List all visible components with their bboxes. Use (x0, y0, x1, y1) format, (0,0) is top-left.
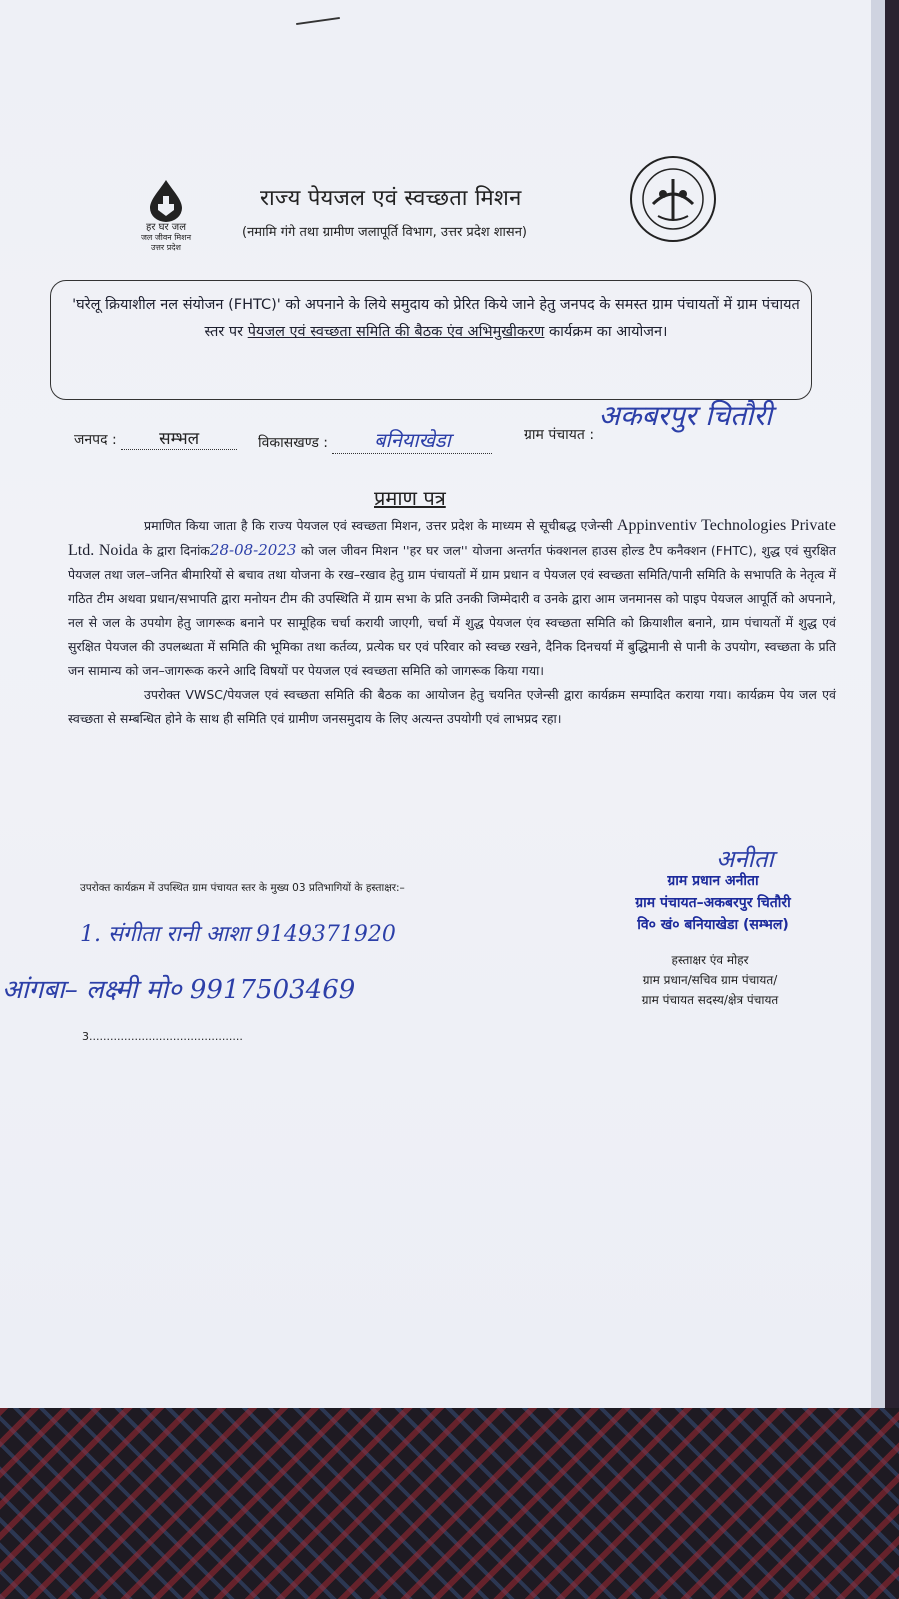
participants-label: उपरोक्त कार्यक्रम में उपस्थित ग्राम पंचायत स्तर के मुख्य 03 प्रतिभागियों के हस्ताक्षर:– (80, 882, 405, 894)
p1-mid: के द्वारा दिनांक (137, 543, 210, 558)
program-text-part2: कार्यक्रम का आयोजन। (544, 324, 668, 340)
janpad-label: जनपद : (74, 432, 117, 448)
logo-line-3: उत्तर प्रदेश (151, 243, 181, 252)
pradhan-signature: अनीता (716, 845, 774, 873)
program-text-underlined: पेयजल एवं स्वच्छता समिति की बैठक एंव अभिमुखीकरण (247, 324, 545, 340)
pen-mark (296, 17, 340, 25)
janpad-value: सम्भल (159, 429, 200, 449)
stamp-line-3: वि० खं० बनियाखेडा (सम्भल) (637, 917, 789, 933)
agency-name: Appinventiv Technologies Private Ltd. Noida (68, 517, 836, 559)
program-date: 28-08-2023 (209, 541, 297, 559)
pradhan-stamp (598, 870, 828, 936)
water-drop-icon (144, 178, 188, 222)
stamp-line-1: ग्राम प्रधान अनीता (667, 873, 759, 889)
paragraph-2: उपरोक्त VWSC/पेयजल एवं स्वच्छता समिति की बैठक का आयोजन हेतु चयनित एजेन्सी द्वारा कार्यक्रम सम्पादित कराया गया। कार्यक्रम पेय जल एवं स्वच्छता से सम्बन्धित होने के साथ ही समिति एवं ग्रामीण जनसमुदाय के लिए अत्यन्त उपयोगी एवं लाभप्रद रहा। (68, 687, 836, 726)
participant-3: 3............................................ (82, 1030, 243, 1043)
page-edge (871, 0, 885, 1408)
janpad-field (74, 426, 237, 450)
janpad-value-line (121, 426, 237, 450)
page-title: राज्य पेयजल एवं स्वच्छता मिशन (260, 186, 522, 211)
program-description (66, 292, 806, 346)
caption-line-2: ग्राम प्रधान/सचिव ग्राम पंचायत/ (642, 973, 778, 987)
p1-end: को जल जीवन मिशन ''हर घर जल'' योजना अन्तर्गत फंक्शनल हाउस होल्ड टैप कनैक्शन (FHTC), शुद्ध एवं सुरक्षित पेयजल तथा जल–जनित बीमारियों से बचाव तथा योजना के रख–रखाव हेतु ग्राम पंचायतों में ग्राम प्रधान व पेयजल एवं स्वच्छता समिति/पानी समिति के सभापति के नेतृत्व में गठित टीम अथवा प्रधान/सभापति द्वारा मनोयन टीम की उपस्थिति में ग्राम सभा के प्रति उनकी जिम्मेदारी व उनके द्वारा आम जनमानस को पाइप पेयजल आपूर्ति को अपनाने, नल से जल के उपयोग हेतु जागरूक बनाने पर सामूहिक चर्चा करायी जाएगी, चर्चा में शुद्ध पेयजल एंव स्वच्छता समिति को क्रियाशील बनाने, ग्राम पंचायतों में शुद्ध एवं सुरक्षित पेयजल की उपलब्धता में समिति की भूमिका तथा कर्तव्य, प्रत्येक घर एवं परिवार को स्वच्छ रखने, दैनिक दिनचर्या में बुद्धिमानी से पानी के उपयोग, स्वच्छता के प्रति जन सामान्य को जन–जागरूक करने आदि विषयों पर पेयजल एवं स्वच्छता समिति को जागरूक किया गया। (68, 543, 836, 678)
vikaskhand-value-line (332, 426, 492, 454)
up-government-seal (628, 154, 718, 248)
participant-1: 1. संगीता रानी आशा 9149371920 (80, 922, 396, 947)
background-fabric (0, 1408, 899, 1599)
logo-line-2: जल जीवन मिशन (140, 233, 192, 242)
vikaskhand-field (258, 426, 492, 454)
participant-2: आंगबा– लक्ष्मी मो० 9917503469 (2, 975, 356, 1005)
program-text-part1: 'घरेलू क्रियाशील नल संयोजन (FHTC)' को अपनाने के लिये समुदाय को प्रेरित किये जाने हेतु जनपद के समस्त ग्राम पंचायतों में ग्राम पंचायत स्तर पर (72, 297, 800, 340)
gram-panchayat-label: ग्राम पंचायत : (524, 427, 595, 443)
har-ghar-jal-logo (126, 178, 206, 253)
p1-start: प्रमाणित किया जाता है कि राज्य पेयजल एवं स्वच्छता मिशन, उत्तर प्रदेश के माध्यम से सूचीबद्ध एजेन्सी (144, 518, 617, 533)
certificate-heading: प्रमाण पत्र (374, 486, 446, 510)
logo-line-1: हर घर जल (146, 222, 186, 233)
vikaskhand-value: बनियाखेडा (374, 428, 451, 452)
caption-line-1: हस्ताक्षर एंव मोहर (671, 953, 749, 967)
gram-panchayat-field (524, 396, 773, 443)
caption-line-3: ग्राम पंचायत सदस्य/क्षेत्र पंचायत (641, 993, 779, 1007)
signature-caption (598, 950, 822, 1010)
paragraph-1 (68, 514, 836, 683)
gram-panchayat-value: अकबरपुर चितौरी (598, 399, 773, 432)
stamp-line-2: ग्राम पंचायत–अकबरपुर चितौरी (635, 895, 791, 911)
page-subtitle: (नमामि गंगे तथा ग्रामीण जलापूर्ति विभाग, उत्तर प्रदेश शासन) (242, 225, 527, 240)
certificate-body (68, 514, 836, 731)
vikaskhand-label: विकासखण्ड : (258, 435, 329, 451)
